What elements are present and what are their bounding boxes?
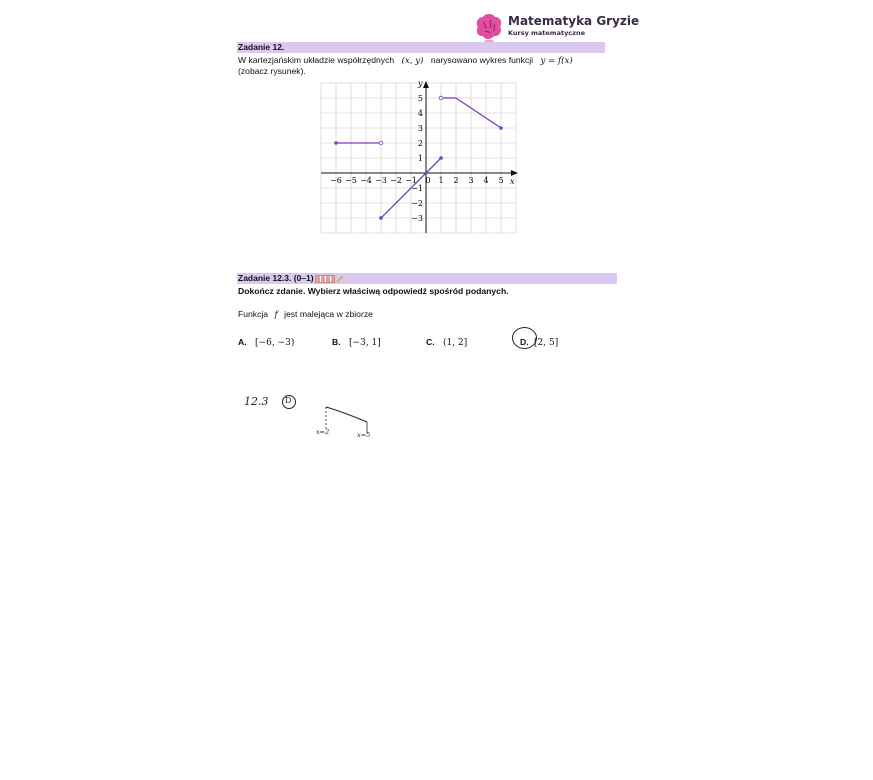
handwritten-left-label: x=2 bbox=[316, 428, 330, 436]
handwritten-answer: D bbox=[285, 396, 292, 405]
answer-letter: C. bbox=[426, 337, 435, 347]
x-tick-label: 1 bbox=[438, 176, 444, 185]
x-tick-label: 2 bbox=[453, 176, 459, 185]
stem-pre: Funkcja bbox=[238, 309, 269, 319]
answer-letter: B. bbox=[332, 337, 341, 347]
handwritten-task-label: 12.3 bbox=[244, 395, 269, 408]
answer-letter: D. bbox=[520, 337, 529, 347]
open-point bbox=[439, 96, 443, 100]
y-tick-label: 4 bbox=[417, 109, 423, 118]
logo-subtitle: Kursy matematyczne bbox=[508, 29, 585, 37]
x-tick-label: 5 bbox=[498, 176, 504, 185]
stem-math: f bbox=[274, 310, 278, 320]
x-tick-label: −5 bbox=[345, 176, 357, 185]
y-tick-label: −3 bbox=[411, 214, 423, 223]
task-12-3-stem bbox=[238, 309, 373, 322]
closed-point bbox=[379, 216, 383, 220]
x-tick-label: −4 bbox=[360, 176, 372, 185]
pencil-icon bbox=[336, 275, 343, 282]
task-12-text-pre: W kartezjańskim układzie współrzędnych bbox=[238, 55, 395, 65]
task-12-3-header: Zadanie 12.3. (0–1) bbox=[238, 273, 314, 283]
function-graph bbox=[320, 79, 520, 234]
task-12-math-xy: (x, y) bbox=[401, 56, 424, 66]
y-tick-label: 1 bbox=[417, 154, 423, 163]
task-12-3-header-bar bbox=[237, 273, 617, 284]
open-point bbox=[379, 141, 383, 145]
x-tick-label: −1 bbox=[405, 176, 417, 185]
x-tick-label: −6 bbox=[330, 176, 342, 185]
answer-value: [2, 5] bbox=[534, 338, 559, 348]
task-12-text-line2: (zobacz rysunek). bbox=[238, 66, 306, 76]
task-12-header-bar bbox=[237, 42, 605, 53]
answer-c[interactable] bbox=[426, 332, 467, 350]
closed-point bbox=[334, 141, 338, 145]
logo bbox=[474, 12, 640, 46]
x-tick-label: 4 bbox=[483, 176, 489, 185]
brain-icon bbox=[474, 12, 504, 44]
logo-title: Matematyka Gryzie bbox=[508, 14, 640, 28]
task-12-header: Zadanie 12. bbox=[238, 42, 285, 52]
y-tick-label: 2 bbox=[417, 139, 423, 148]
answer-value: [−6, −3) bbox=[255, 338, 295, 348]
answer-d[interactable] bbox=[520, 332, 558, 350]
y-tick-label: −2 bbox=[411, 199, 423, 208]
x-tick-label: −3 bbox=[375, 176, 387, 185]
x-tick-label: 3 bbox=[468, 176, 474, 185]
stem-post: jest malejąca w zbiorze bbox=[284, 309, 373, 319]
x-tick-label: −2 bbox=[390, 176, 402, 185]
y-axis-arrow bbox=[423, 81, 429, 88]
y-tick-label: −1 bbox=[411, 184, 423, 193]
x-tick-label: 0 bbox=[425, 176, 431, 185]
answer-letter: A. bbox=[238, 337, 247, 347]
task-12-math-fx: y = f(x) bbox=[540, 56, 573, 66]
score-boxes-icon bbox=[315, 275, 335, 283]
y-axis-label: y bbox=[418, 79, 423, 88]
answer-value: [−3, 1] bbox=[349, 338, 381, 348]
task-12-text-mid: narysowano wykres funkcji bbox=[430, 55, 534, 65]
y-tick-label: 5 bbox=[417, 94, 423, 103]
task-12-3-instruction: Dokończ zdanie. Wybierz właściwą odpowiedź spośród podanych. bbox=[238, 286, 509, 296]
closed-point bbox=[439, 156, 443, 160]
answer-value: (1, 2] bbox=[443, 338, 468, 348]
x-axis-label: x bbox=[510, 177, 515, 186]
handwritten-right-label: x=5 bbox=[357, 431, 371, 439]
y-tick-label: 3 bbox=[417, 124, 423, 133]
x-axis-arrow bbox=[511, 170, 518, 176]
answer-a[interactable] bbox=[238, 332, 294, 350]
answer-b[interactable] bbox=[332, 332, 381, 350]
closed-point bbox=[499, 126, 503, 130]
